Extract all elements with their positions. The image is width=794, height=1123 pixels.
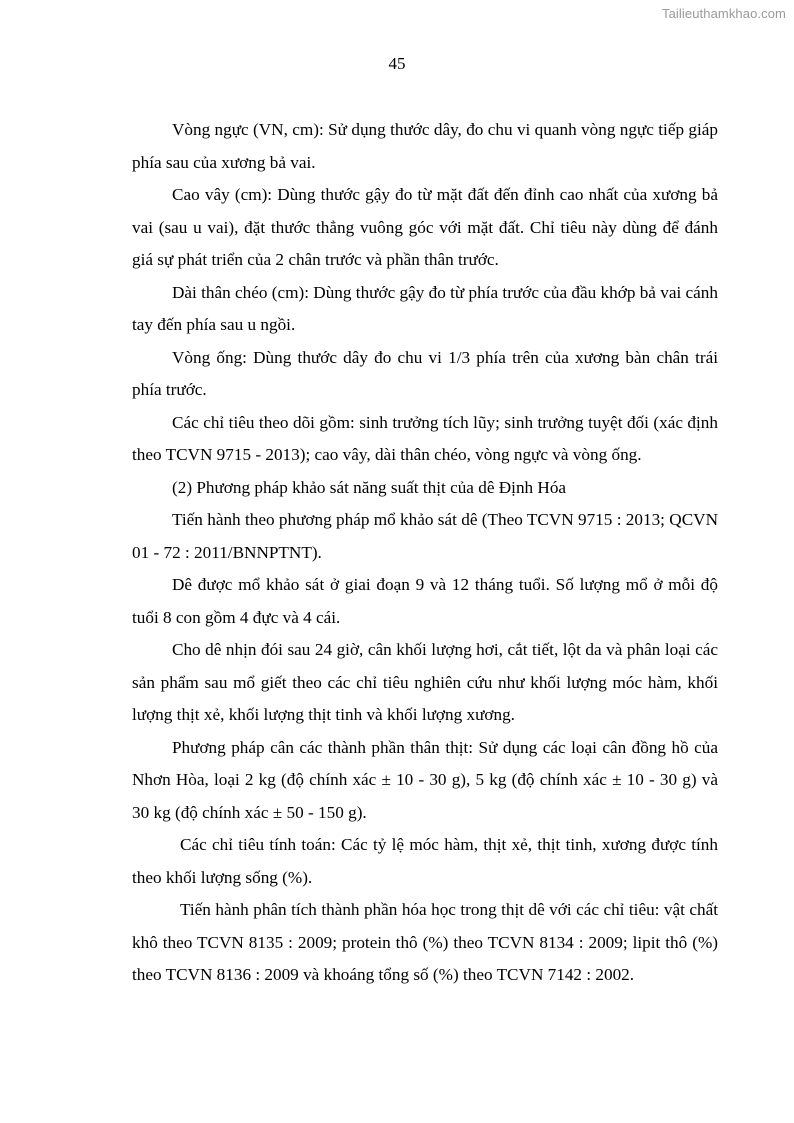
paragraph-slaughter-age: Dê được mổ khảo sát ở giai đoạn 9 và 12 tháng tuổi. Số lượng mổ ở mỗi độ tuổi 8 con gồm 4 đực và 4 cái. — [132, 575, 718, 627]
paragraph-chest-girth: Vòng ngực (VN, cm): Sử dụng thước dây, đo chu vi quanh vòng ngực tiếp giáp phía sau của xương bả vai. — [132, 120, 718, 172]
paragraph-monitored-indicators: Các chỉ tiêu theo dõi gồm: sinh trưởng tích lũy; sinh trưởng tuyệt đối (xác định theo TCVN 9715 - 2013); cao vây, dài thân chéo, vòng ngực và vòng ống. — [132, 412, 718, 464]
paragraph-cannon-circumference: Vòng ống: Dùng thước dây đo chu vi 1/3 phía trên của xương bàn chân trái phía trước. — [132, 347, 718, 399]
watermark-text: Tailieuthamkhao.com — [661, 6, 786, 21]
section-heading-meat-productivity: (2) Phương pháp khảo sát năng suất thịt của dê Định Hóa — [172, 477, 567, 497]
paragraph-calculated-indicators: Các chỉ tiêu tính toán: Các tỷ lệ móc hàm, thịt xẻ, thịt tinh, xương được tính theo khối lượng sống (%). — [132, 835, 718, 887]
document-body — [132, 114, 718, 992]
paragraph-body-length: Dài thân chéo (cm): Dùng thước gậy đo từ phía trước của đầu khớp bả vai cánh tay đến phía sau u ngồi. — [132, 282, 718, 334]
paragraph-slaughter-procedure: Cho dê nhịn đói sau 24 giờ, cân khối lượng hơi, cắt tiết, lột da và phân loại các sản phẩm sau mổ giết theo các chỉ tiêu nghiên cứu như khối lượng móc hàm, khối lượng thịt xẻ, khối lượng thịt tinh và khối lượng xương. — [132, 640, 718, 724]
paragraph-withers-height: Cao vây (cm): Dùng thước gậy đo từ mặt đất đến đỉnh cao nhất của xương bả vai (sau u vai), đặt thước thẳng vuông góc với mặt đất. Chỉ tiêu này dùng để đánh giá sự phát triển của 2 chân trước và phần thân trước. — [132, 185, 718, 269]
page-number: 45 — [388, 54, 406, 73]
paragraph-chemical-analysis: Tiến hành phân tích thành phần hóa học trong thịt dê với các chỉ tiêu: vật chất khô theo TCVN 8135 : 2009; protein thô (%) theo TCVN 8134 : 2009; lipit thô (%) theo TCVN 8136 : 2009 và khoáng tổng số (%) theo TCVN 7142 : 2002. — [132, 900, 718, 984]
paragraph-slaughter-method: Tiến hành theo phương pháp mổ khảo sát dê (Theo TCVN 9715 : 2013; QCVN 01 - 72 : 2011/BNNPTNT). — [132, 510, 718, 562]
paragraph-weighing-method: Phương pháp cân các thành phần thân thịt: Sử dụng các loại cân đồng hồ của Nhơn Hòa, loại 2 kg (độ chính xác ± 10 - 30 g), 5 kg (độ chính xác ± 10 - 30 g) và 30 kg (độ chính xác ± 50 - 150 g). — [132, 737, 718, 822]
